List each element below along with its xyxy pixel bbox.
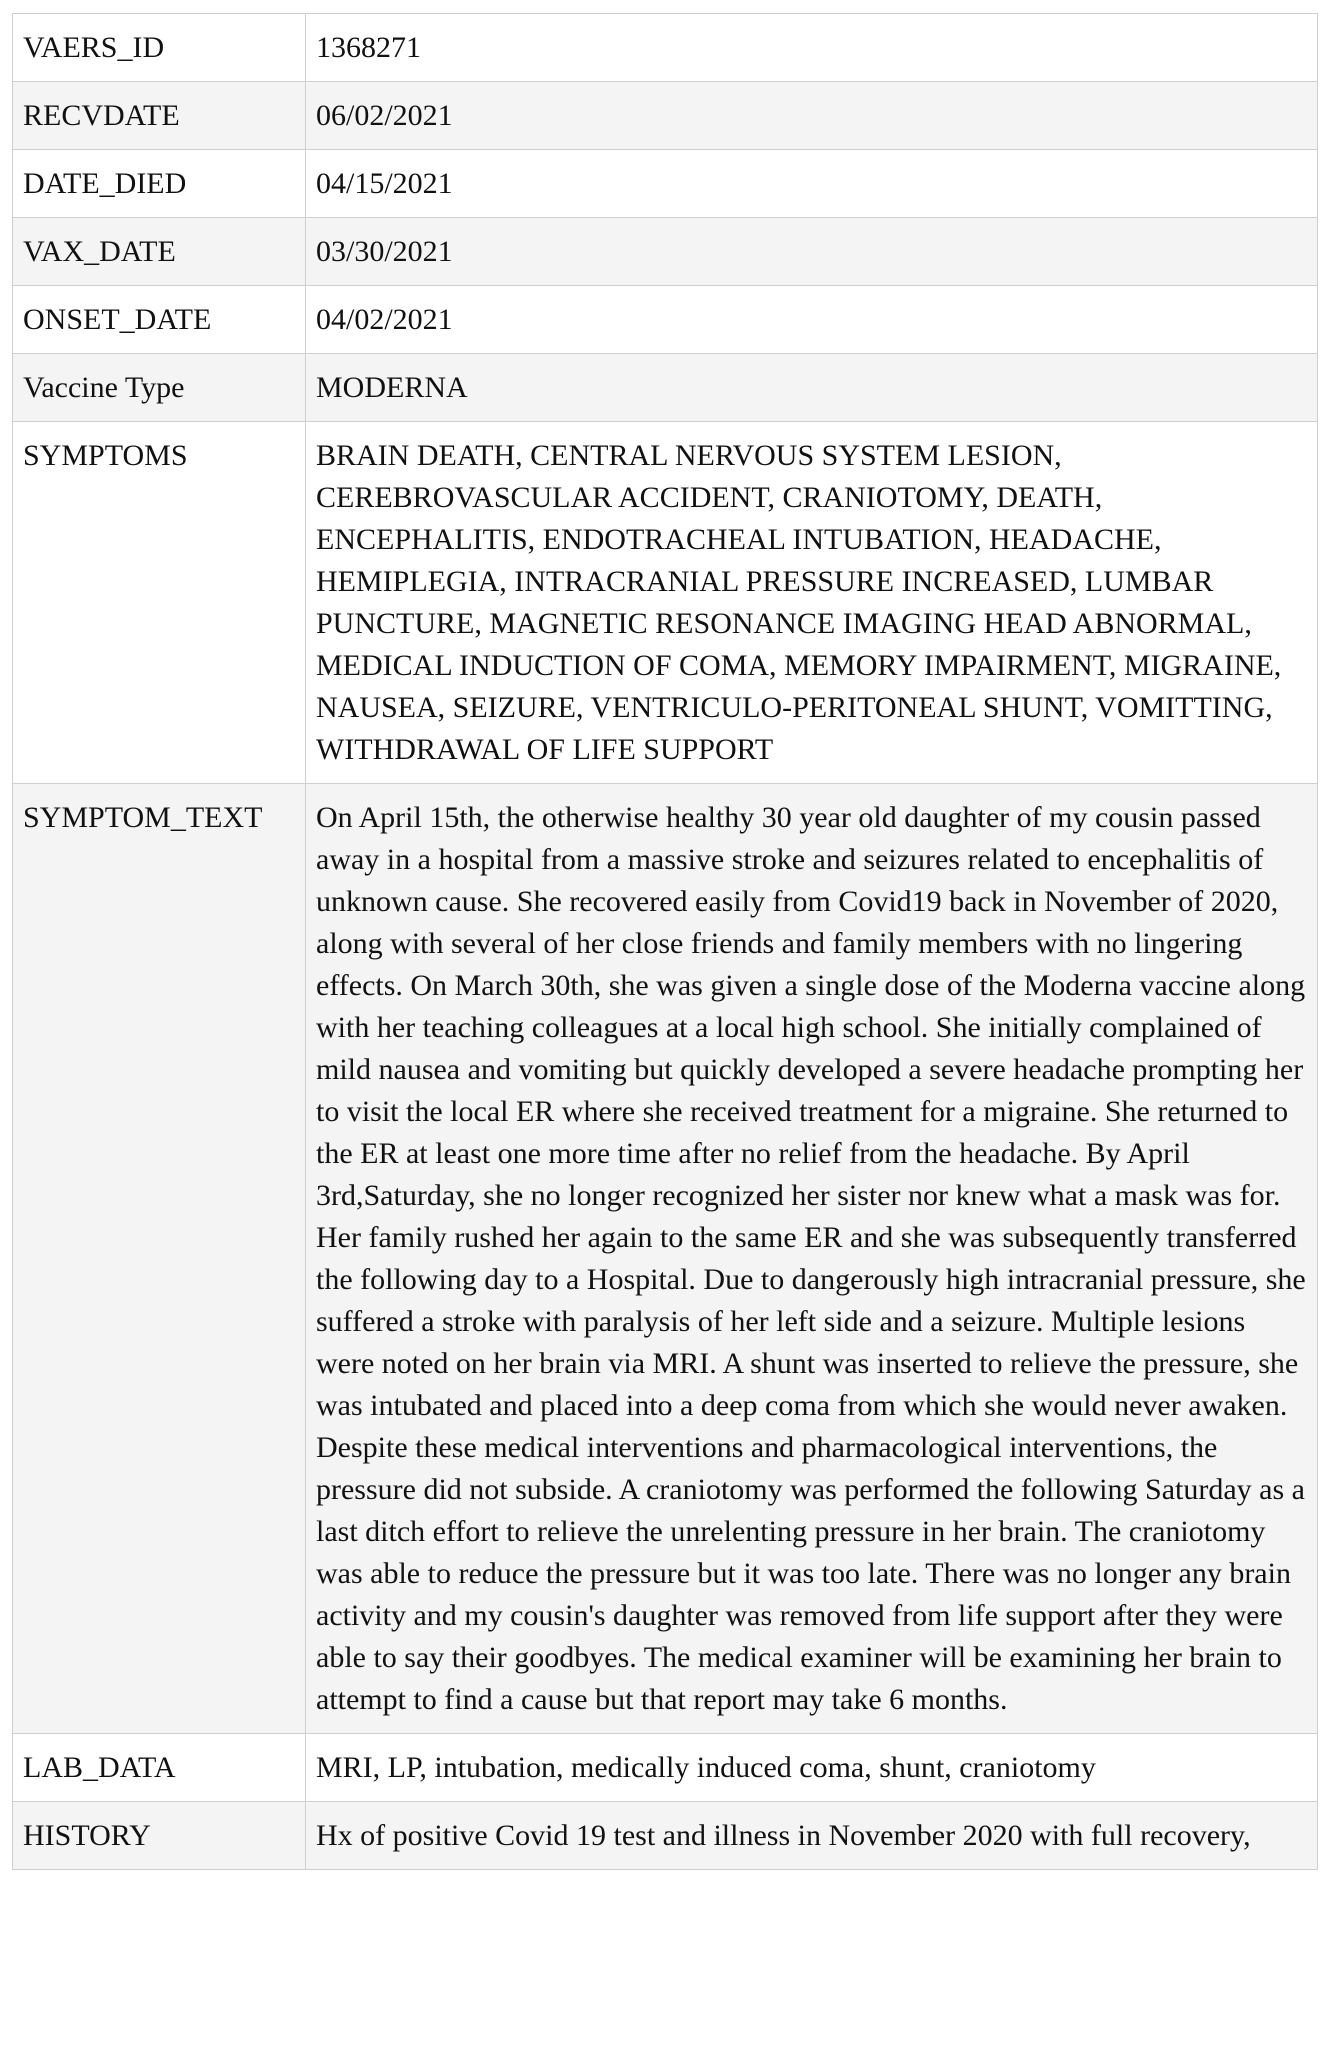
table-row [13, 82, 1318, 150]
table-row [13, 1734, 1318, 1802]
table-row [13, 1802, 1318, 1870]
field-label: RECVDATE [13, 82, 306, 150]
field-value: Hx of positive Covid 19 test and illness in November 2020 with full recovery, [306, 1802, 1318, 1870]
table-row [13, 286, 1318, 354]
vaers-record-table [12, 13, 1318, 1870]
field-value: MODERNA [306, 354, 1318, 422]
table-row [13, 218, 1318, 286]
table-row [13, 14, 1318, 82]
field-value: 04/15/2021 [306, 150, 1318, 218]
table-row [13, 784, 1318, 1734]
field-value: 04/02/2021 [306, 286, 1318, 354]
table-row [13, 354, 1318, 422]
field-label: LAB_DATA [13, 1734, 306, 1802]
field-label: HISTORY [13, 1802, 306, 1870]
field-label: VAERS_ID [13, 14, 306, 82]
field-label: DATE_DIED [13, 150, 306, 218]
field-label: ONSET_DATE [13, 286, 306, 354]
field-value: On April 15th, the otherwise healthy 30 year old daughter of my cousin passed away in a hospital from a massive stroke and seizures related to encephalitis of unknown cause. She recovered easily from Covid19 back in November of 2020, along with several of her close friends and family members with no lingering effects. On March 30th, she was given a single dose of the Moderna vaccine along with her teaching colleagues at a local high school. She initially complained of mild nausea and vomiting but quickly developed a severe headache prompting her to visit the local ER where she received treatment for a migraine. She returned to the ER at least one more time after no relief from the headache. By April 3rd,Saturday, she no longer recognized her sister nor knew what a mask was for. Her family rushed her again to the same ER and she was subsequently transferred the following day to a Hospital. Due to dangerously high intracranial pressure, she suffered a stroke with paralysis of her left side and a seizure. Multiple lesions were noted on her brain via MRI. A shunt was inserted to relieve the pressure, she was intubated and placed into a deep coma from which she would never awaken. Despite these medical interventions and pharmacological interventions, the pressure did not subside. A craniotomy was performed the following Saturday as a last ditch effort to relieve the unrelenting pressure in her brain. The craniotomy was able to reduce the pressure but it was too late. There was no longer any brain activity and my cousin's daughter was removed from life support after they were able to say their goodbyes. The medical examiner will be examining her brain to attempt to find a cause but that report may take 6 months. [306, 784, 1318, 1734]
field-value: 06/02/2021 [306, 82, 1318, 150]
table-row [13, 150, 1318, 218]
field-value: MRI, LP, intubation, medically induced coma, shunt, craniotomy [306, 1734, 1318, 1802]
table-row [13, 422, 1318, 784]
field-label: Vaccine Type [13, 354, 306, 422]
field-value: BRAIN DEATH, CENTRAL NERVOUS SYSTEM LESION, CEREBROVASCULAR ACCIDENT, CRANIOTOMY, DEATH, ENCEPHALITIS, ENDOTRACHEAL INTUBATION, HEADACHE, HEMIPLEGIA, INTRACRANIAL PRESSURE INCREASED, LUMBAR PUNCTURE, MAGNETIC RESONANCE IMAGING HEAD ABNORMAL, MEDICAL INDUCTION OF COMA, MEMORY IMPAIRMENT, MIGRAINE, NAUSEA, SEIZURE, VENTRICULO-PERITONEAL SHUNT, VOMITTING, WITHDRAWAL OF LIFE SUPPORT [306, 422, 1318, 784]
field-label: VAX_DATE [13, 218, 306, 286]
field-value: 1368271 [306, 14, 1318, 82]
field-label: SYMPTOM_TEXT [13, 784, 306, 1734]
field-value: 03/30/2021 [306, 218, 1318, 286]
field-label: SYMPTOMS [13, 422, 306, 784]
